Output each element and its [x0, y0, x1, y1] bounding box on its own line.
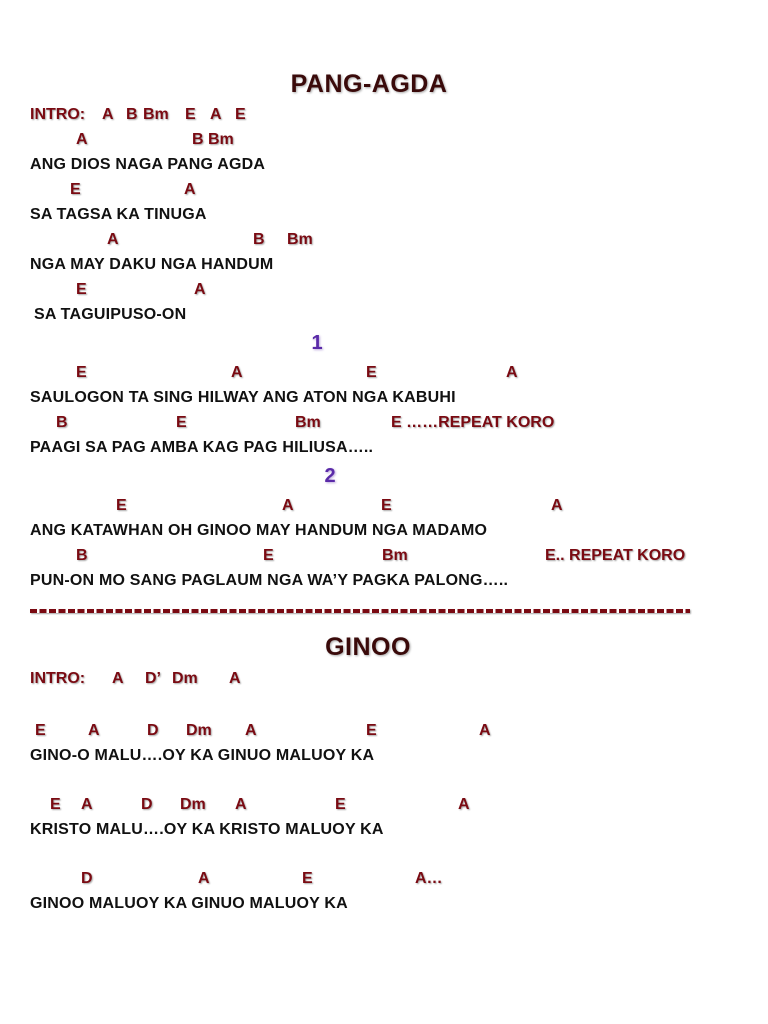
chord: E — [50, 796, 61, 813]
lyric-line: GINOO MALUOY KA GINUO MALUOY KA — [30, 895, 348, 912]
chord: E — [176, 414, 187, 431]
chord: Dm — [186, 722, 212, 739]
chord: E — [381, 497, 392, 514]
chord: E — [263, 547, 274, 564]
chord: A — [282, 497, 294, 514]
chord: A — [479, 722, 491, 739]
chord: A — [198, 870, 210, 887]
song-title: GINOO — [325, 633, 411, 661]
intro-chord: Bm — [143, 106, 169, 123]
chord: E — [302, 870, 313, 887]
chord: A — [506, 364, 518, 381]
chord: E — [70, 181, 81, 198]
lyric-line: NGA MAY DAKU NGA HANDUM — [30, 256, 274, 273]
chord: A — [107, 231, 119, 248]
chord: E — [366, 722, 377, 739]
lyric-line: KRISTO MALU….OY KA KRISTO MALUOY KA — [30, 821, 384, 838]
intro-chord: A — [229, 670, 241, 687]
chord: A — [88, 722, 100, 739]
verse-number: 1 — [311, 332, 323, 354]
intro-chord: A — [210, 106, 222, 123]
lyric-line: SA TAGUIPUSO-ON — [34, 306, 187, 323]
intro-chord: D’ — [145, 670, 161, 687]
chord: A — [458, 796, 470, 813]
lyric-line: SAULOGON TA SING HILWAY ANG ATON NGA KABUHI — [30, 389, 456, 406]
chord: B — [253, 231, 265, 248]
chord: Bm — [295, 414, 321, 431]
verse-number: 2 — [324, 465, 336, 487]
intro-label: INTRO: — [30, 670, 86, 687]
chord: E — [366, 364, 377, 381]
chord: B — [56, 414, 68, 431]
chord: A — [184, 181, 196, 198]
song-title: PANG-AGDA — [290, 70, 448, 98]
intro-chord: A — [102, 106, 114, 123]
lyric-line: GINO-O MALU….OY KA GINUO MALUOY KA — [30, 747, 375, 764]
chord: E.. REPEAT KORO — [545, 547, 686, 564]
chord: E — [76, 281, 87, 298]
chord: E ……REPEAT KORO — [391, 414, 555, 431]
chord: A — [235, 796, 247, 813]
chord: D — [147, 722, 159, 739]
chord: D — [81, 870, 93, 887]
intro-chord: E — [185, 106, 196, 123]
intro-chord: B — [126, 106, 138, 123]
chord: A — [76, 131, 88, 148]
lyric-line: PUN-ON MO SANG PAGLAUM NGA WA’Y PAGKA PALONG….. — [30, 572, 509, 589]
lyric-line: ANG DIOS NAGA PANG AGDA — [30, 156, 266, 173]
chord: B Bm — [192, 131, 234, 148]
lyric-line: PAAGI SA PAG AMBA KAG PAG HILIUSA….. — [30, 439, 374, 456]
lyric-line: SA TAGSA KA TINUGA — [30, 206, 207, 223]
chord: Bm — [287, 231, 313, 248]
lyric-line: ANG KATAWHAN OH GINOO MAY HANDUM NGA MADAMO — [30, 522, 488, 539]
chord: E — [35, 722, 46, 739]
chord: A — [81, 796, 93, 813]
chord: E — [116, 497, 127, 514]
intro-chord: Dm — [172, 670, 198, 687]
chord: A — [194, 281, 206, 298]
chord: Bm — [382, 547, 408, 564]
intro-chord: E — [235, 106, 246, 123]
chord: A… — [415, 870, 443, 887]
intro-label: INTRO: — [30, 106, 86, 123]
intro-chord: A — [112, 670, 124, 687]
chord: A — [245, 722, 257, 739]
chord: E — [335, 796, 346, 813]
chord: Dm — [180, 796, 206, 813]
chord: B — [76, 547, 88, 564]
divider — [30, 609, 690, 613]
chord: E — [76, 364, 87, 381]
chord: D — [141, 796, 153, 813]
chord: A — [551, 497, 563, 514]
chord: A — [231, 364, 243, 381]
